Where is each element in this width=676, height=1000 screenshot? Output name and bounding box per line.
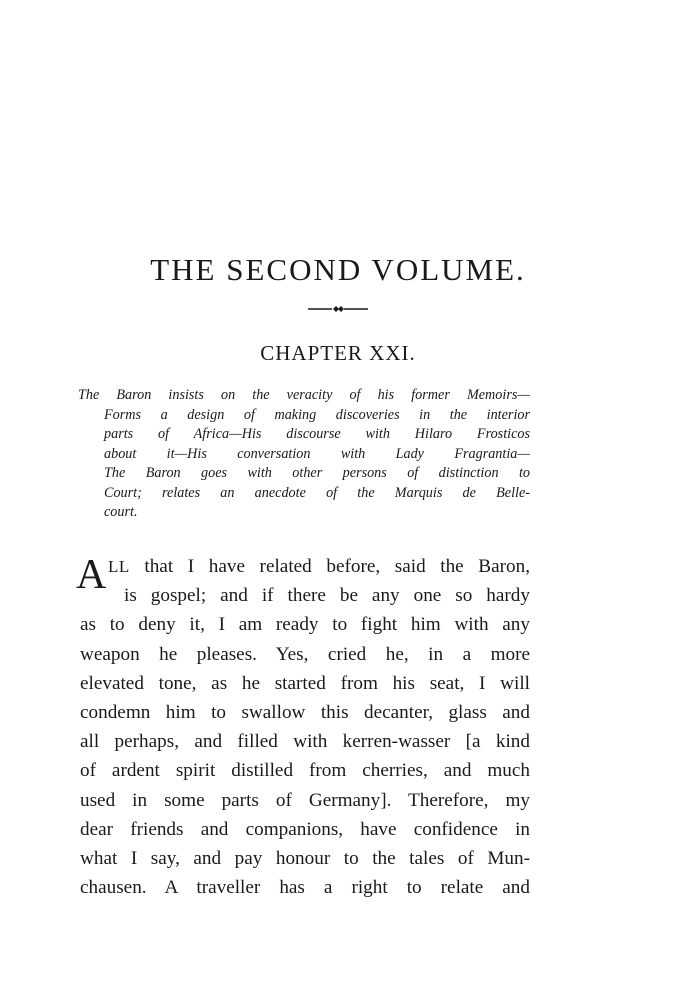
body-line: as to deny it, I am ready to fight him with any: [80, 614, 530, 636]
chapter-heading: CHAPTER XXI.: [260, 341, 416, 365]
summary-line: parts of Africa—His discourse with Hilaro Frosticos: [104, 426, 530, 442]
chapter-summary: [78, 386, 530, 523]
body-line: weapon he pleases. Yes, cried he, in a more: [80, 643, 530, 665]
ornament-divider: [0, 303, 676, 317]
body-line: elevated tone, as he started from his seat, I will: [80, 672, 530, 694]
body-line: used in some parts of Germany]. Therefore, my: [80, 789, 530, 811]
summary-line: court.: [104, 504, 138, 520]
body-line: what I say, and pay honour to the tales of Mun-: [80, 848, 530, 870]
body-line: all perhaps, and filled with kerren-wasser [a kind: [80, 731, 530, 753]
body-line: chausen. A traveller has a right to relate and: [80, 877, 530, 899]
summary-line: Court; relates an anecdote of the Marquis de Belle-: [104, 484, 530, 501]
body-line: of ardent spirit distilled from cherries, and much: [80, 760, 530, 782]
drop-cap: A: [76, 552, 107, 598]
summary-line: The Baron insists on the veracity of his former Memoirs—: [78, 387, 530, 403]
body-line: condemn him to swallow this decanter, glass and: [80, 702, 530, 724]
summary-line: The Baron goes with other persons of distinction to: [104, 465, 530, 481]
volume-title: THE SECOND VOLUME.: [150, 252, 526, 287]
first-line-text: that I have related before, said the Baron,: [129, 556, 530, 577]
small-caps-text: LL: [108, 557, 130, 576]
body-line: is gospel; and if there be any one so hardy: [124, 585, 530, 607]
body-text: [76, 552, 530, 902]
body-line: dear friends and companions, have confidence in: [80, 818, 530, 840]
summary-line: about it—His conversation with Lady Fragrantia—: [104, 445, 530, 462]
divider-ornament-icon: [306, 303, 370, 315]
summary-line: Forms a design of making discoveries in the interior: [104, 406, 530, 423]
